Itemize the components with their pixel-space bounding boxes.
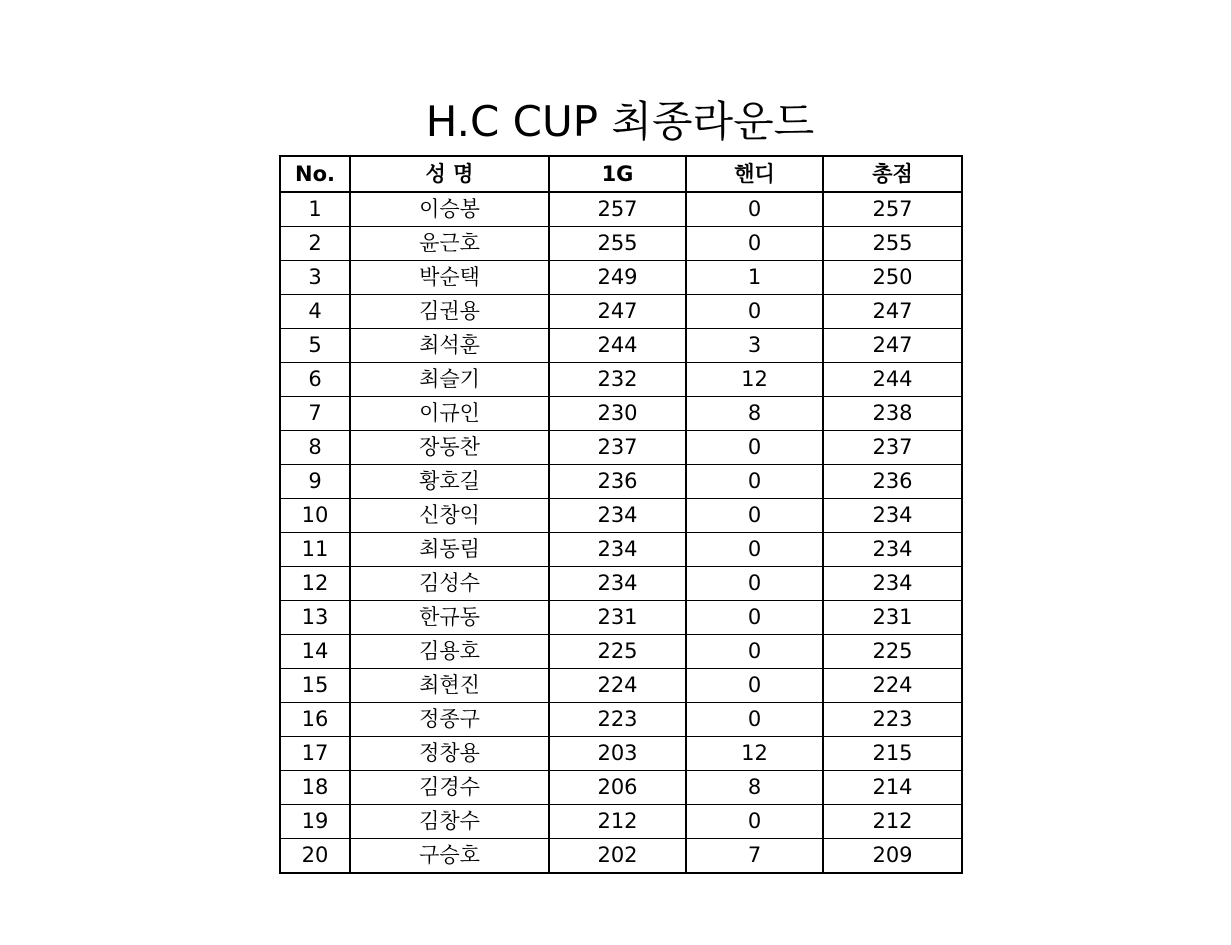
header-row [280,156,962,192]
cell-handicap: 0 [686,499,823,533]
cell-total: 231 [823,601,962,635]
cell-total: 215 [823,737,962,771]
table-row [280,771,962,805]
cell-name: 김성수 [350,567,549,601]
cell-no: 14 [280,635,350,669]
table-row [280,227,962,261]
table-row [280,465,962,499]
cell-game1: 247 [549,295,686,329]
cell-game1: 206 [549,771,686,805]
cell-total: 223 [823,703,962,737]
header-no: No. [280,156,350,192]
table-row [280,329,962,363]
cell-game1: 257 [549,192,686,227]
cell-handicap: 12 [686,363,823,397]
cell-name: 김용호 [350,635,549,669]
table-row [280,839,962,874]
cell-no: 1 [280,192,350,227]
cell-total: 236 [823,465,962,499]
table-row [280,295,962,329]
cell-game1: 202 [549,839,686,874]
table-row [280,805,962,839]
cell-handicap: 0 [686,227,823,261]
cell-handicap: 0 [686,192,823,227]
cell-game1: 244 [549,329,686,363]
cell-handicap: 8 [686,397,823,431]
cell-game1: 255 [549,227,686,261]
cell-handicap: 0 [686,533,823,567]
cell-game1: 232 [549,363,686,397]
cell-total: 237 [823,431,962,465]
cell-handicap: 0 [686,567,823,601]
cell-total: 212 [823,805,962,839]
page-title: H.C CUP 최종라운드 [425,97,815,146]
cell-name: 정종구 [350,703,549,737]
cell-game1: 212 [549,805,686,839]
score-table-body [280,192,962,873]
cell-no: 19 [280,805,350,839]
cell-name: 윤근호 [350,227,549,261]
cell-game1: 230 [549,397,686,431]
cell-total: 247 [823,329,962,363]
cell-total: 224 [823,669,962,703]
cell-game1: 236 [549,465,686,499]
cell-handicap: 0 [686,295,823,329]
cell-handicap: 1 [686,261,823,295]
cell-no: 7 [280,397,350,431]
cell-game1: 237 [549,431,686,465]
cell-total: 257 [823,192,962,227]
cell-no: 8 [280,431,350,465]
cell-name: 신창익 [350,499,549,533]
cell-name: 최석훈 [350,329,549,363]
cell-name: 황호길 [350,465,549,499]
cell-game1: 234 [549,567,686,601]
score-table-header [280,156,962,192]
cell-handicap: 7 [686,839,823,874]
table-row [280,363,962,397]
cell-name: 정창용 [350,737,549,771]
cell-name: 구승호 [350,839,549,874]
cell-no: 16 [280,703,350,737]
cell-no: 10 [280,499,350,533]
cell-total: 250 [823,261,962,295]
cell-total: 209 [823,839,962,874]
cell-name: 최슬기 [350,363,549,397]
cell-no: 15 [280,669,350,703]
cell-total: 234 [823,499,962,533]
cell-handicap: 0 [686,805,823,839]
cell-no: 13 [280,601,350,635]
table-row [280,533,962,567]
cell-no: 5 [280,329,350,363]
cell-handicap: 0 [686,465,823,499]
cell-no: 2 [280,227,350,261]
cell-no: 12 [280,567,350,601]
table-row [280,703,962,737]
cell-name: 최동림 [350,533,549,567]
cell-name: 박순택 [350,261,549,295]
cell-game1: 249 [549,261,686,295]
header-game1: 1G [549,156,686,192]
table-row [280,737,962,771]
cell-total: 255 [823,227,962,261]
header-name: 성 명 [350,156,549,192]
cell-no: 3 [280,261,350,295]
table-row [280,635,962,669]
cell-handicap: 0 [686,669,823,703]
table-row [280,601,962,635]
cell-handicap: 0 [686,635,823,669]
cell-game1: 234 [549,533,686,567]
cell-name: 최현진 [350,669,549,703]
cell-handicap: 12 [686,737,823,771]
header-handicap: 핸디 [686,156,823,192]
score-table [279,155,963,874]
cell-name: 이승봉 [350,192,549,227]
table-row [280,192,962,227]
table-row [280,567,962,601]
cell-total: 214 [823,771,962,805]
cell-no: 20 [280,839,350,874]
cell-handicap: 8 [686,771,823,805]
table-row [280,669,962,703]
cell-name: 장동찬 [350,431,549,465]
cell-total: 238 [823,397,962,431]
table-row [280,261,962,295]
cell-total: 247 [823,295,962,329]
cell-total: 234 [823,567,962,601]
cell-name: 김권용 [350,295,549,329]
cell-no: 18 [280,771,350,805]
table-row [280,499,962,533]
cell-total: 225 [823,635,962,669]
cell-game1: 231 [549,601,686,635]
table-row [280,397,962,431]
cell-no: 11 [280,533,350,567]
cell-handicap: 0 [686,431,823,465]
cell-total: 244 [823,363,962,397]
cell-name: 이규인 [350,397,549,431]
cell-no: 17 [280,737,350,771]
cell-game1: 234 [549,499,686,533]
cell-name: 김창수 [350,805,549,839]
header-total: 총점 [823,156,962,192]
cell-handicap: 0 [686,703,823,737]
cell-game1: 223 [549,703,686,737]
table-row [280,431,962,465]
cell-handicap: 3 [686,329,823,363]
cell-no: 9 [280,465,350,499]
cell-name: 김경수 [350,771,549,805]
cell-no: 4 [280,295,350,329]
cell-game1: 224 [549,669,686,703]
cell-handicap: 0 [686,601,823,635]
cell-game1: 203 [549,737,686,771]
cell-no: 6 [280,363,350,397]
cell-game1: 225 [549,635,686,669]
cell-total: 234 [823,533,962,567]
cell-name: 한규동 [350,601,549,635]
